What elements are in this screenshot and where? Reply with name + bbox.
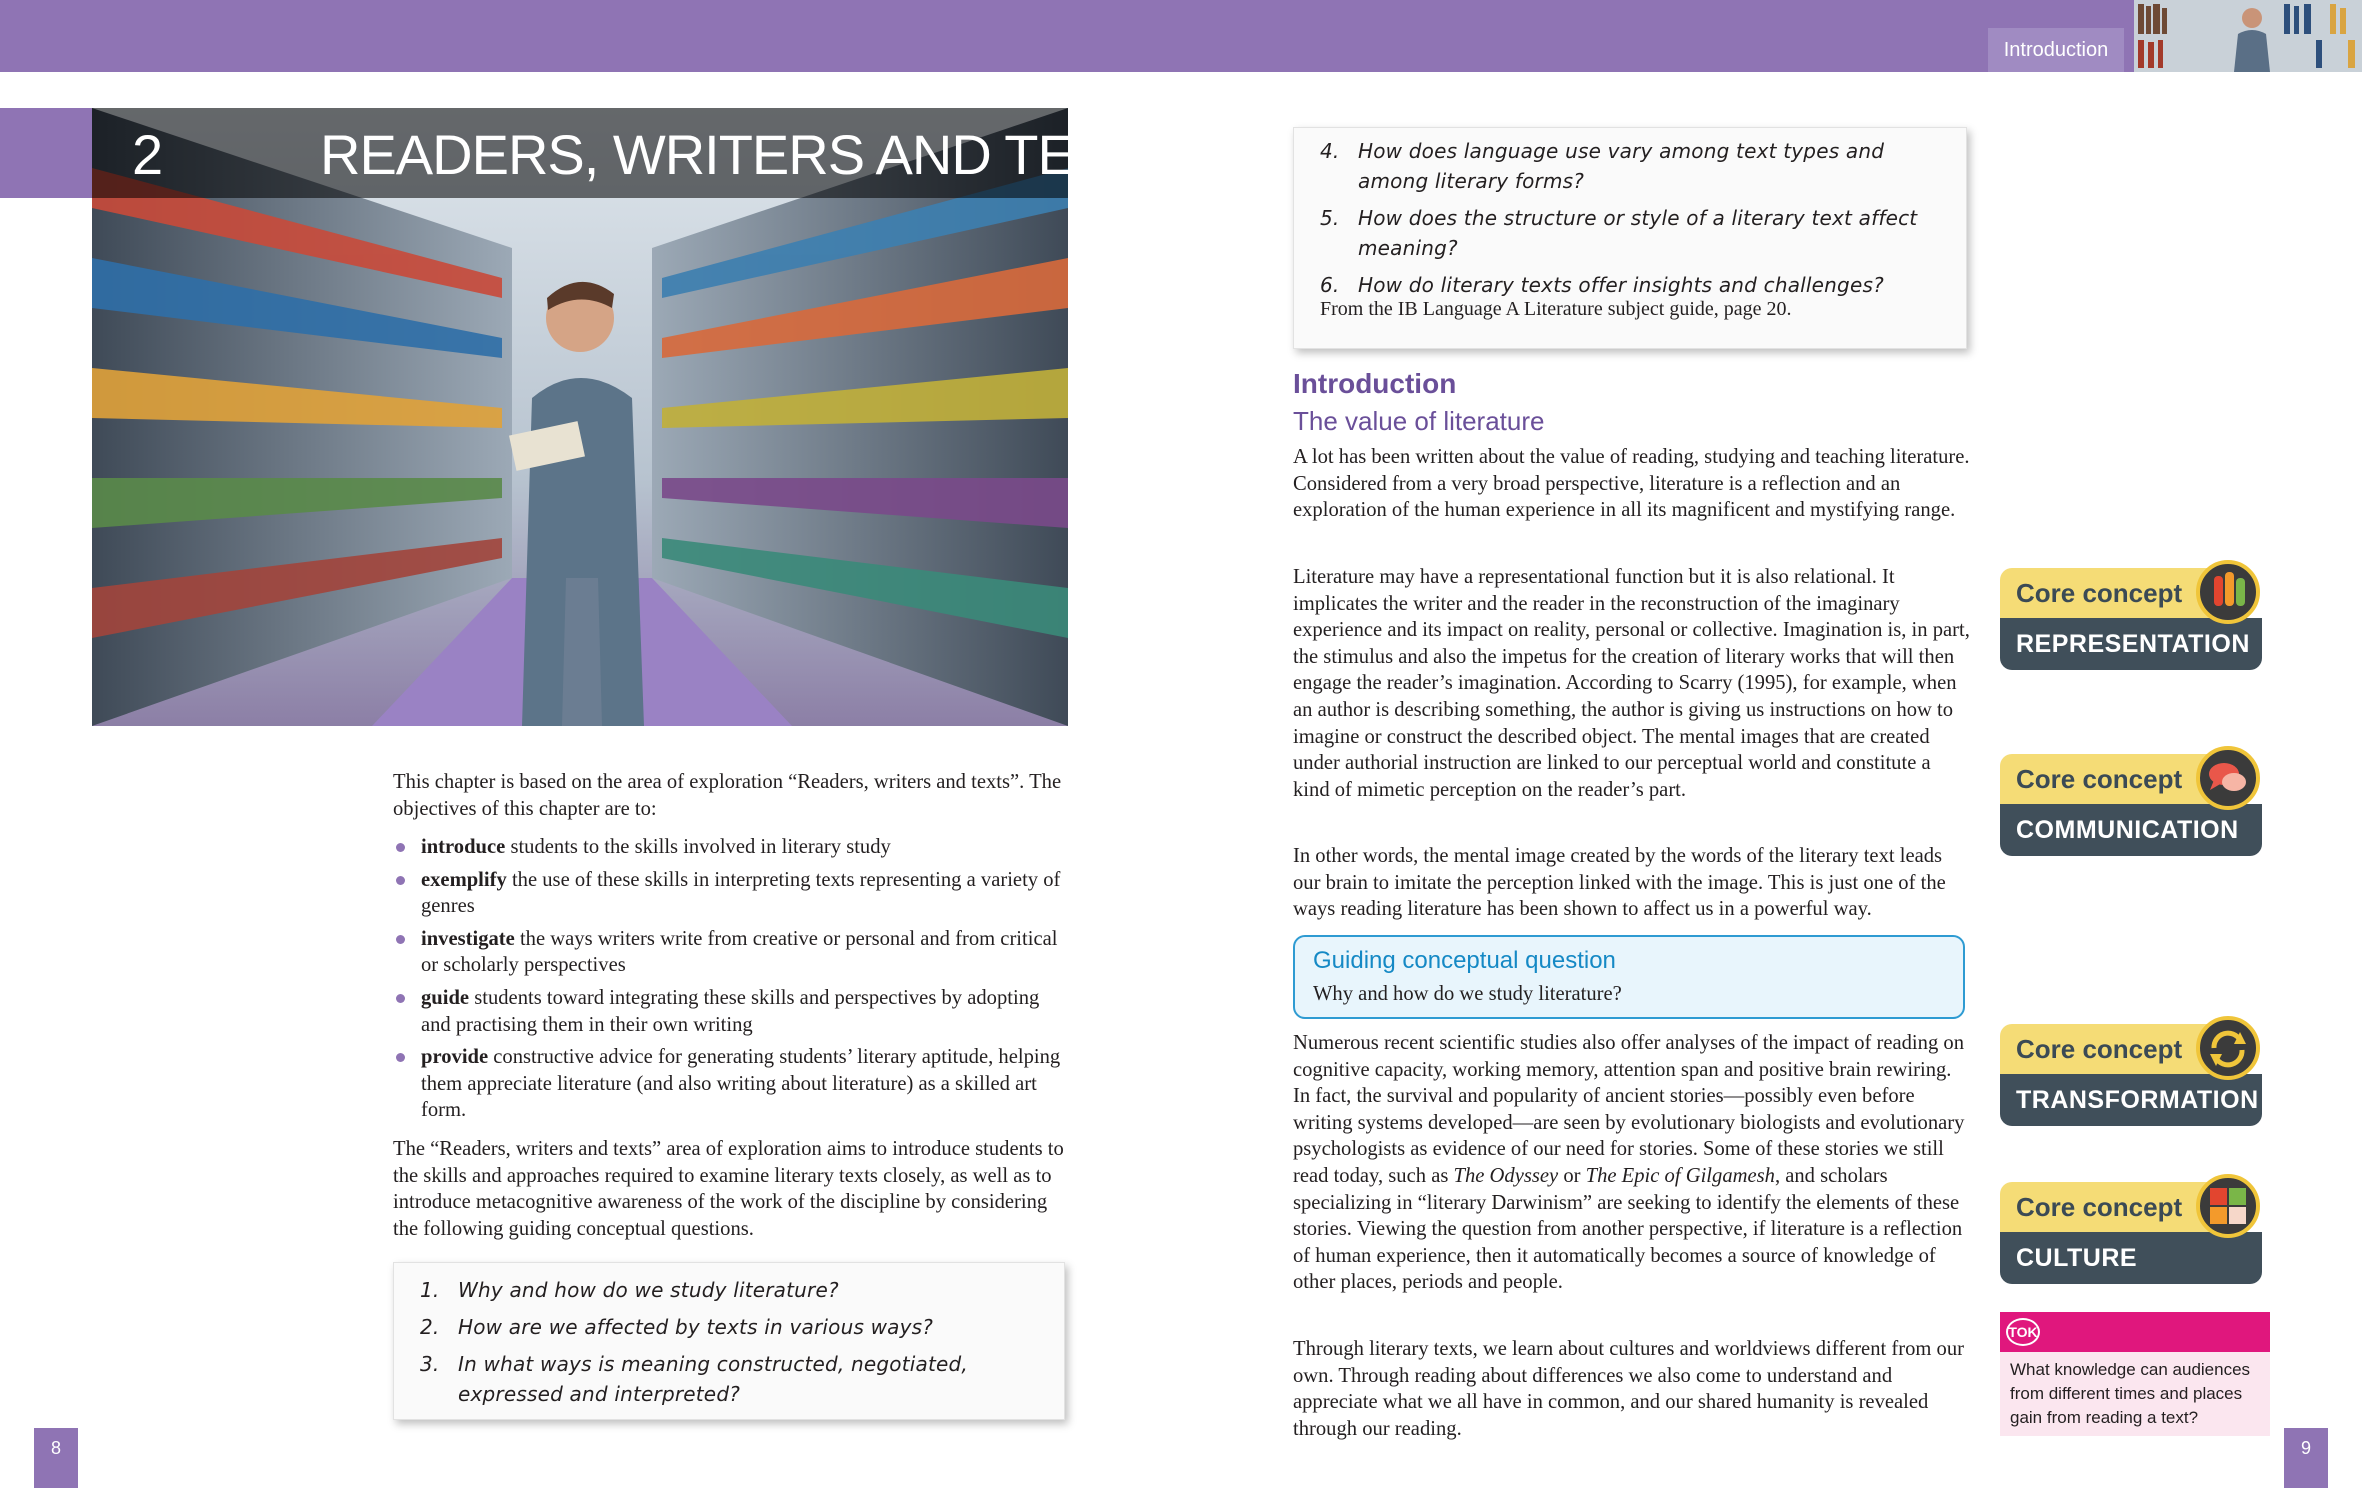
objective-text: the ways writers write from creative or personal and from critical or scholarly perspectives — [421, 927, 1058, 977]
tok-badge: TOK — [2006, 1318, 2040, 1346]
page-number-right: 9 — [2284, 1428, 2328, 1488]
bullet-icon — [396, 1053, 405, 1062]
objective-keyword: provide — [421, 1046, 489, 1069]
running-header-label: Introduction — [1988, 28, 2124, 72]
chapter-opening-photo — [92, 108, 1068, 726]
source-note: From the IB Language A Literature subject guide, page 20. — [1320, 298, 1792, 320]
bullet-icon — [396, 843, 405, 852]
core-concept-transformation: Core concept TRANSFORMATION — [2000, 1024, 2264, 1138]
list-item: 6. How do literary texts offer insights and challenges? — [1320, 273, 1884, 297]
body-paragraph: A lot has been written about the value of reading, studying and teaching literature. Considered from a very broad perspective, literature is a reflection and an exploration of the human experience in all its magnificent and mystifying range. — [1293, 446, 1970, 522]
header-thumbnail-photo — [2134, 0, 2362, 72]
questions-card-right — [1293, 127, 1967, 349]
page-number-left: 8 — [34, 1428, 78, 1488]
bullet-icon — [396, 876, 405, 885]
list-item: 3. In what ways is meaning constructed, negotiated, expressed and interpreted? — [420, 1352, 968, 1406]
list-item — [393, 867, 1073, 920]
speech-bubbles-icon — [2196, 746, 2260, 810]
list-item: 5. How does the structure or style of a literary text affect meaning? — [1320, 206, 1918, 260]
body-paragraph: In other words, the mental image created by the words of the literary text leads our brain to imitate the perception linked with the image. This is just one of the ways reading literature has been shown to affect us in a powerful way. — [1293, 845, 1946, 921]
list-item: 1. Why and how do we study literature? — [420, 1278, 839, 1302]
core-concept-communication: Core concept COMMUNICATION — [2000, 754, 2264, 868]
tok-question: What knowledge can audiences from different times and places gain from reading a text? — [2010, 1360, 2251, 1427]
tok-header — [2000, 1312, 2270, 1352]
body-paragraph: Numerous recent scientific studies also offer analyses of the impact of reading on cognitive capacity, working memory, attention span and positive brain rewiring. In fact, the survival and popularity of ancient stories—possibly even before writing systems developed—are seen by evolutionary biologists and evolutionary psychologists as evidence of our need for stories. Some of these stories we still read today, such as The Odyssey or The Epic of Gilgamesh, and scholars specializing in “literary Darwinism” are seeking to identify the elements of these stories. Viewing the question from another perspective, if literature is a reflection of human experience, then it automatically becomes a source of knowledge of other places, periods and people. — [1293, 1032, 1965, 1294]
core-concept-representation: Core concept REPRESENTATION — [2000, 568, 2264, 682]
book-title: The Odyssey — [1453, 1164, 1559, 1187]
exploration-paragraph: The “Readers, writers and texts” area of exploration aims to introduce students to the skills and approaches required to examine literary texts closely, as well as to introduce metacognitive awareness of the work of the discipline by considering the following guiding conceptual questions. — [393, 1138, 1064, 1240]
list-item — [393, 1044, 1073, 1124]
objective-text: constructive advice for generating students’ literary aptitude, helping them appreciate literature (and also writing about literature) as a skilled art form. — [421, 1046, 1061, 1122]
body-paragraph: Literature may have a representational function but it is also relational. It implicates the writer and the reader in the reconstruction of the imaginary experience and its impact on reality, personal or collective. Imagination is, in part, the stimulus and also the impetus for the creation of literary works that will then engage the reader’s imagination. According to Scarry (1995), for example, when an author is describing something, the author is giving us instructions on how to imagine or construct the described object. The mental images that are created under authorial instruction are linked to our perceptual world and constitute a kind of mimetic perception on the reader’s part. — [1293, 566, 1970, 801]
objective-text: students toward integrating these skills and perspectives by adopting and practising them in their own writing — [421, 986, 1040, 1036]
guiding-question-box — [1293, 935, 1965, 1019]
guiding-questions-list — [420, 1275, 1040, 1416]
intro-paragraph: This chapter is based on the area of exploration “Readers, writers and texts”. The objectives of this chapter are to: — [393, 771, 1062, 820]
body-paragraph: Through literary texts, we learn about cultures and worldviews different from our own. Through reading about differences we also come to understand and appreciate what we all have in common, and our shared humanity is revealed through our reading. — [1293, 1338, 1964, 1440]
list-item — [393, 926, 1073, 979]
list-item — [393, 985, 1073, 1038]
guiding-questions-list — [1320, 136, 1940, 307]
puzzle-icon — [2196, 1174, 2260, 1238]
chapter-number: 2 — [132, 123, 164, 186]
sub-heading: The value of literature — [1293, 406, 1545, 436]
core-concept-culture: Core concept CULTURE — [2000, 1182, 2264, 1296]
chapter-tab — [0, 108, 92, 198]
chapter-title: READERS, WRITERS AND TEXTS — [320, 123, 1180, 186]
list-item — [393, 834, 1073, 861]
objective-text: the use of these skills in interpreting texts representing a variety of genres — [421, 868, 1061, 918]
objective-keyword: introduce — [421, 836, 506, 858]
objective-keyword: guide — [421, 986, 470, 1009]
hands-icon — [2196, 560, 2260, 624]
tok-box — [2000, 1312, 2270, 1436]
guiding-question-text: Why and how do we study literature? — [1313, 983, 1622, 1005]
list-item: 4. How does language use vary among text types and among literary forms? — [1320, 139, 1885, 193]
questions-card-left — [393, 1262, 1065, 1420]
objective-keyword: investigate — [421, 927, 515, 950]
section-heading: Introduction — [1293, 368, 1457, 399]
guiding-question-title: Guiding conceptual question — [1313, 947, 1616, 974]
cycle-arrows-icon — [2196, 1016, 2260, 1080]
objective-text: students to the skills involved in literary study — [505, 836, 891, 858]
list-item: 2. How are we affected by texts in various ways? — [420, 1315, 934, 1339]
objective-keyword: exemplify — [421, 868, 507, 891]
bullet-icon — [396, 994, 405, 1003]
objectives-list — [393, 834, 1073, 1130]
book-title: The Epic of Gilgamesh — [1585, 1164, 1775, 1187]
bullet-icon — [396, 935, 405, 944]
